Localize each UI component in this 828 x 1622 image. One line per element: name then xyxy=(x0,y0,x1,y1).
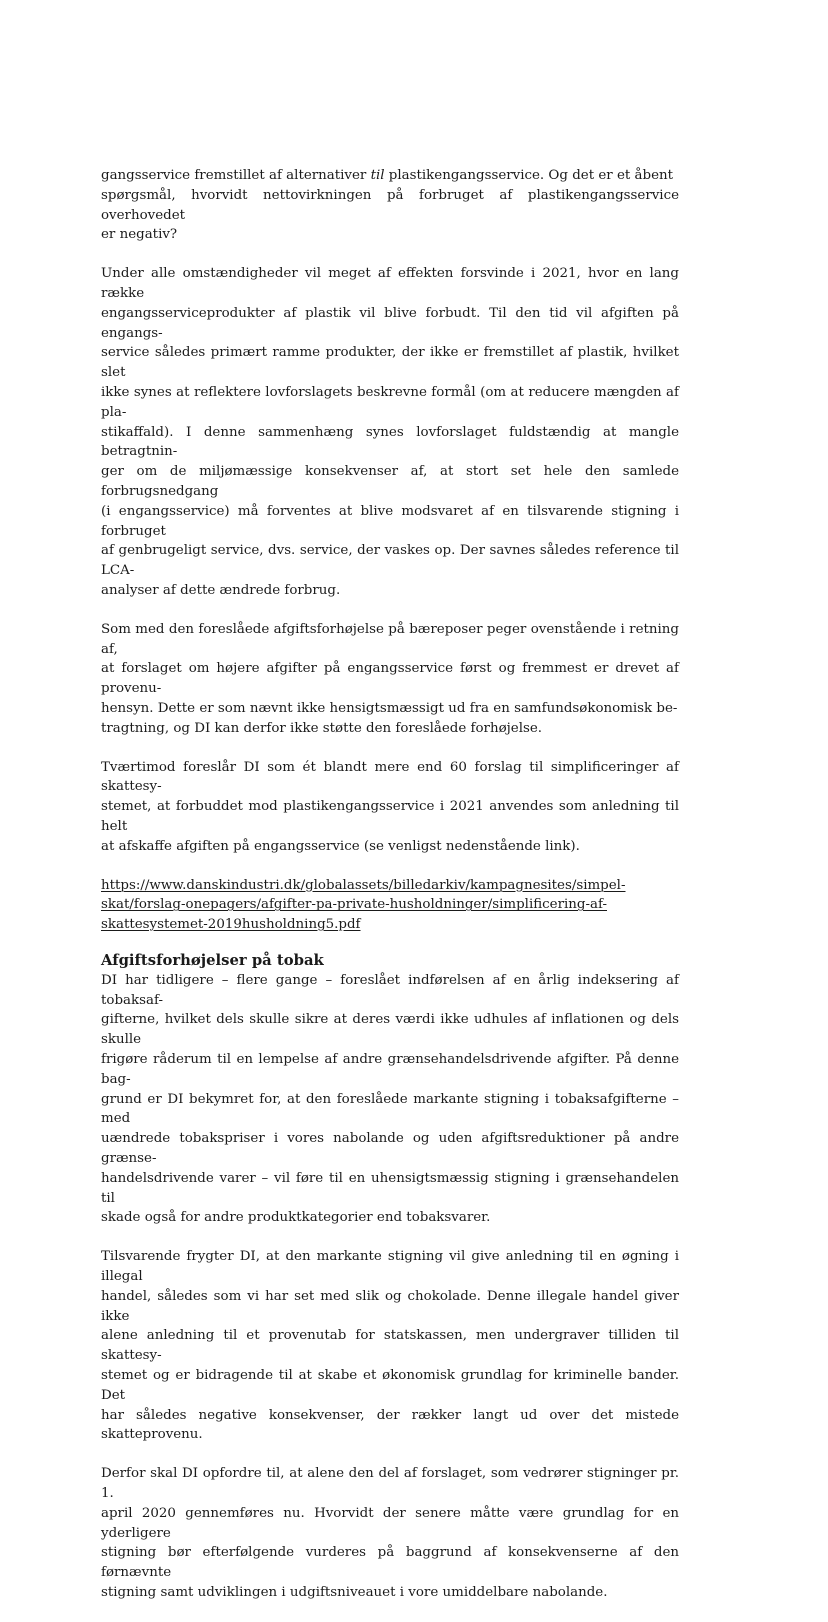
section-heading-tobacco: Afgiftsforhøjelser på tobak xyxy=(101,951,324,969)
paragraph-illegal-trade: Tilsvarende frygter DI, at den markante stigning vil give anledning til en øgning i illegal handel, således som vi har set med slik og chokolade. Denne illegale handel giver ikke alene anledning til et provenutab for statskassen, men undergraver tilliden til skattesy- stemet og er bidragende til at skabe et økonomisk grundlag for kriminelle bander. Det har således negative konsekvenser, der rækker langt ud over det mistede skatteprovenu. xyxy=(101,1249,679,1443)
paragraph-simplification-proposal: Tværtimod foreslår DI som ét blandt mere end 60 forslag til simplificeringer af skattesy- stemet, at forbuddet mod plastikengangsservice i 2021 anvendes som anledning til helt at afskaffe afgiften på engangsservice (se venligst nedenstående link). xyxy=(101,759,679,854)
paragraph-provenu-motive: Som med den foreslåede afgiftsforhøjelse på bæreposer peger ovenstående i retning af, at forslaget om højere afgifter på engangsservice først og fremmest er drevet af provenu- hensyn. Dette er som nævnt ikke hensigtsmæssigt ud fra en samfundsøkonomisk be- tragtning, og DI kan derfor ikke støtte den foreslåede forhøjelse. xyxy=(101,621,679,736)
paragraph-text: plastikengangsservice. Og det er et åbent spørgsmål, hvorvidt nettovirkningen på forbruget af plastikengangsservice overhovedet er negativ? xyxy=(101,168,679,243)
italic-word: til xyxy=(370,168,385,183)
paragraph-plastic-ban-2021: Under alle omstændigheder vil meget af effekten forsvinde i 2021, hvor en lang række engangsserviceprodukter af plastik vil blive forbudt. Til den tid vil afgiften på engangs- service således primært ramme produkter, der ikke er fremstillet af plastik, hvilket slet ikke synes at reflektere lovforslagets beskrevne formål (om at reducere mængden af pla- stikaffald). I denne sammenhæng synes lovforslaget fuldstændig at mangle betragtnin- ger om de miljømæssige konsekvenser af, at stort set hele den samlede forbrugsnedgang (i engangsservice) må forventes at blive modsvaret af en tilsvarende stigning i forbruget af genbrugeligt service, dvs. service, der vaskes op. Der savnes således reference til LCA- analyser af dette ændrede forbrug. xyxy=(101,266,679,598)
document-page xyxy=(101,166,679,1622)
simplification-link[interactable]: https://www.danskindustri.dk/globalassets/billedarkiv/kampagnesites/simpel- skat/forslag-onepagers/afgifter-pa-private-husholdninger/simplificering-af- skattesystemet-2019husholdning5.pdf xyxy=(101,877,626,933)
paragraph-recommendation: Derfor skal DI opfordre til, at alene den del af forslaget, som vedrører stigninger pr. 1. april 2020 gennemføres nu. Hvorvidt der senere måtte være grundlag for en yderligere stigning bør efterfølgende vurderes på baggrund af konsekvenserne af den førnævnte stigning samt udviklingen i udgiftsniveauet i vore umiddelbare nabolande. xyxy=(101,1466,679,1600)
paragraph-tobacco-indexation: DI har tidligere – flere gange – foreslået indførelsen af en årlig indeksering af tobaksaf- gifterne, hvilket dels skulle sikre at deres værdi ikke udhules af inflationen og dels skulle frigøre råderum til en lempelse af andre grænsehandelsdrivende afgifter. På denne bag- grund er DI bekymret for, at den foreslåede markante stigning i tobaksafgifterne – med uændrede tobakspriser i vores nabolande og uden afgiftsreduktioner på andre grænse- handelsdrivende varer – vil føre til en uhensigtsmæssig stigning i grænsehandelen til skade også for andre produktkategorier end tobaksvarer. xyxy=(101,972,679,1226)
paragraph-text: gangsservice fremstillet af alternativer xyxy=(101,168,371,183)
paragraph-engangsservice-alternatives xyxy=(101,166,679,245)
